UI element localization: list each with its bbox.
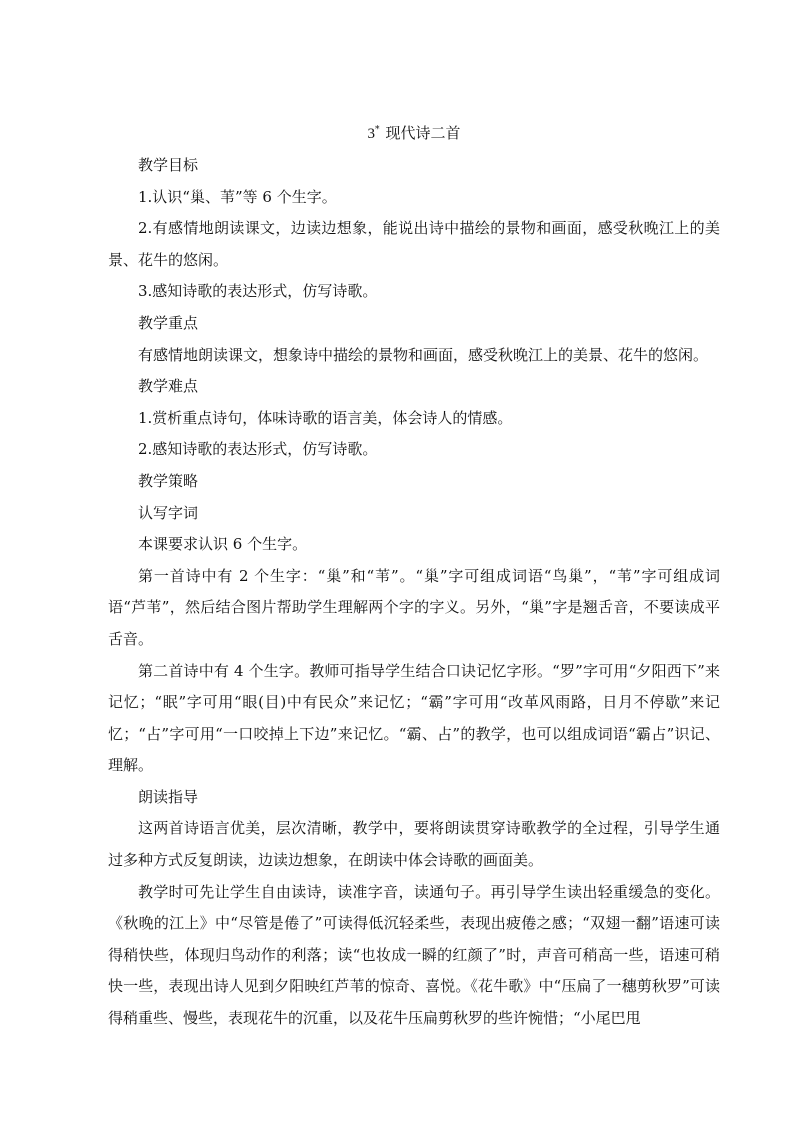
reading-heading: 朗读指导 [138,787,199,806]
title-number: 3 [367,126,375,142]
title-mark: * [374,125,380,135]
key-points-heading: 教学重点 [138,313,199,332]
title-text: 现代诗二首 [385,124,461,142]
difficult-points-heading: 教学难点 [138,377,199,396]
goal-item-1: 1.认识“巢、苇”等 6 个生字。 [138,187,337,206]
document-title [108,117,720,147]
words-paragraph-2: 第一首诗中有 2 个生字：“巢”和“苇”。“巢”字可组成词语“鸟巢”，“苇”字可组成词语“芦苇”，然后结合图片帮助学生理解两个字的字义。另外，“巢”字是翘舌音，不要读成平舌音。 [108,566,720,648]
key-points-text: 有感情地朗读课文，想象诗中描绘的景物和画面，感受秋晚江上的美景、花牛的悠闲。 [138,345,709,364]
document-page [108,117,720,1035]
words-heading: 认写字词 [138,503,199,522]
goal-item-2: 2.有感情地朗读课文，边读边想象，能说出诗中描绘的景物和画面，感受秋晚江上的美景、花牛的悠闲。 [108,219,720,269]
reading-paragraph-1: 这两首诗语言优美，层次清晰，教学中，要将朗读贯穿诗歌教学的全过程，引导学生通过多种方式反复朗读，边读边想象，在朗读中体会诗歌的画面美。 [108,819,720,870]
reading-paragraph-2: 教学时可先让学生自由读诗，读准字音，读通句子。再引导学生读出轻重缓急的变化。《秋晚的江上》中“尽管是倦了”可读得低沉轻柔些，表现出疲倦之感；“双翅一翻”语速可读得稍快些，体现归鸟动作的利落；读“也妆成一瞬的红颜了”时，声音可稍高一些，语速可稍快一些，表现出诗人见到夕阳映红芦苇的惊奇、喜悦。《花牛歌》中“压扁了一穗剪秋罗”可读得稍重些、慢些，表现花牛的沉重，以及花牛压扁剪秋罗的些许惋惜；“小尾巴甩 [108,882,720,1028]
words-paragraph-3: 第二首诗中有 4 个生字。教师可指导学生结合口诀记忆字形。“罗”字可用“夕阳西下”来记忆；“眠”字可用“眼(目)中有民众”来记忆；“霸”字可用“改革风雨路，日月不停歇”来记忆；“占”字可用“一口咬掉上下边”来记忆。“霸、占”的教学，也可以组成词语“霸占”识记、理解。 [108,661,720,775]
words-paragraph-1: 本课要求认识 6 个生字。 [138,535,308,554]
difficult-item-2: 2.感知诗歌的表达形式，仿写诗歌。 [138,440,378,459]
goal-item-3: 3.感知诗歌的表达形式，仿写诗歌。 [138,282,378,301]
difficult-item-1: 1.赏析重点诗句，体味诗歌的语言美，体会诗人的情感。 [138,408,513,427]
goals-heading: 教学目标 [138,156,199,174]
strategy-heading: 教学策略 [138,471,199,490]
